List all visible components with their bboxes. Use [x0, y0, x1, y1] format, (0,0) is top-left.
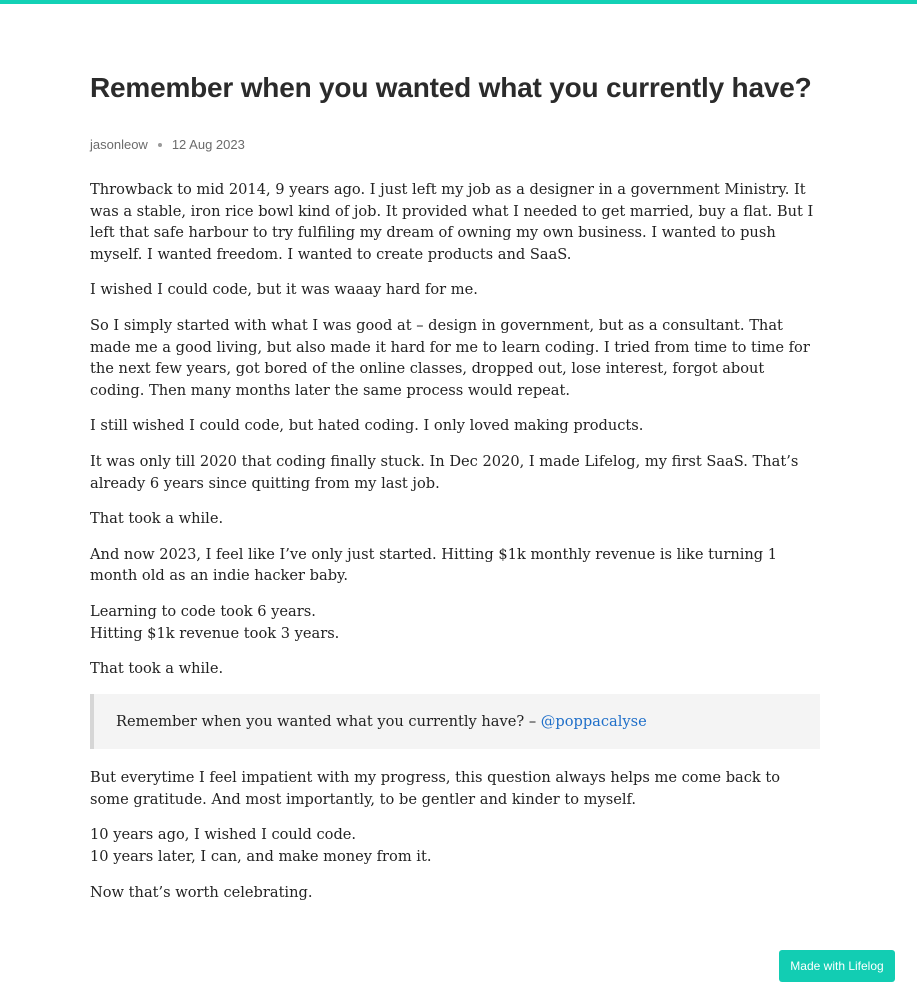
post-meta — [90, 137, 820, 153]
paragraph: That took a while. — [90, 660, 224, 678]
learning-paragraph — [90, 601, 820, 644]
post-article — [90, 70, 820, 917]
paragraph: I still wished I could code, but hated coding. I only loved making products. — [90, 417, 644, 435]
author-link[interactable]: jasonleow — [90, 137, 148, 152]
quote-block — [90, 694, 820, 750]
paragraph: That took a while. — [90, 510, 224, 528]
quote-author-link[interactable]: @poppacalyse — [540, 712, 647, 730]
quote-text: Remember when you wanted what you currently have? – — [116, 712, 541, 730]
paragraph: Throwback to mid 2014, 9 years ago. I just left my job as a designer in a government Ministry. It was a stable, iron rice bowl kind of job. It provided what I needed to get married, buy a flat. But I left that safe harbour to try fulfiling my dream of owning my own business. I wanted to push myself. I wanted freedom. I wanted to create products and SaaS. — [90, 181, 814, 263]
meta-separator-dot — [158, 143, 162, 147]
paragraph: But everytime I feel impatient with my progress, this question always helps me come back to some gratitude. And most importantly, to be gentler and kinder to myself. — [90, 769, 781, 808]
paragraph: So I simply started with what I was good at – design in government, but as a consultant. That made me a good living, but also made it hard for me to learn coding. I tried from time to time for the next few years, got bored of the online classes, dropped out, lose interest, forgot about coding. Then many months later the same process would repeat. — [90, 316, 810, 399]
made-with-lifelog-button[interactable]: Made with Lifelog — [779, 950, 895, 982]
paragraph: Now that’s worth celebrating. — [90, 883, 313, 901]
line: 10 years later, I can, and make money from it. — [90, 848, 432, 866]
post-body — [90, 179, 820, 903]
post-title: Remember when you wanted what you currently have? — [90, 72, 812, 103]
top-accent-bar — [0, 0, 917, 4]
paragraph: And now 2023, I feel like I’ve only just started. Hitting $1k monthly revenue is like turning 1 month old as an indie hacker baby. — [90, 545, 778, 585]
ten-years-paragraph — [90, 824, 820, 867]
line: Hitting $1k revenue took 3 years. — [90, 624, 340, 642]
paragraph: I wished I could code, but it was waaay hard for me. — [90, 281, 478, 299]
line: Learning to code took 6 years. — [90, 602, 316, 620]
paragraph: It was only till 2020 that coding finally stuck. In Dec 2020, I made Lifelog, my first SaaS. That’s already 6 years since quitting from my last job. — [90, 452, 799, 492]
line: 10 years ago, I wished I could code. — [90, 826, 357, 844]
post-date: 12 Aug 2023 — [171, 137, 245, 152]
